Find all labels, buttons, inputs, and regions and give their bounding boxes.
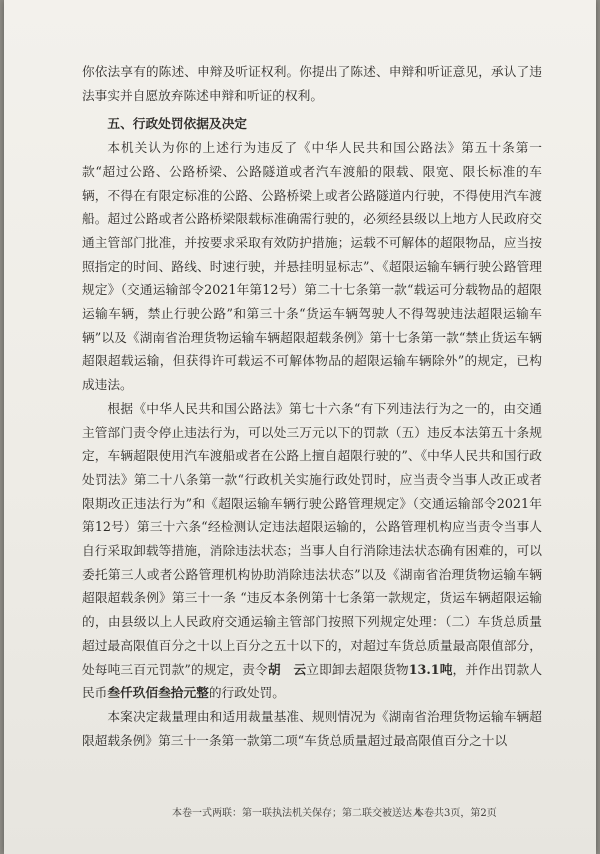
overload-weight: 13.1吨 [408,661,453,677]
paragraph-discretion: 本案决定裁量理由和适用裁量基准、规则情况为《湖南省治理货物运输车辆超限超载条例》第三十一条第一款第二项“车货总质量超过最高限值百分之十以 [82,708,542,748]
continuation-paragraph: 你依法享有的陈述、申辩及听证权利。你提出了陈述、申辩和听证意见，承认了违法事实并自愿放弃陈述申辩和听证的权利。 [82,64,542,103]
section-heading: 五、行政处罚依据及决定 [107,116,247,132]
penalty-text-unload: 立即卸去超限货物 [306,661,409,677]
document-body [82,60,542,752]
footer-copies-note: 本卷一式两联：第一联执法机关保存；第二联交被送达人 [172,808,422,819]
document-page [4,0,596,854]
paragraph-penalty-basis [82,397,542,705]
penalty-text-fine: ，并作出罚款人民币 [82,661,543,701]
penalty-basis-text: 根据《中华人民共和国公路法》第七十六条“有下列违法行为之一的，由交通主管部门责令停止违法行为，可以处三万元以下的罚款（五）违反本法第五十条规定，车辆超限使用汽车渡船或者在公路上擅自超限行驶的”、《中华人民共和国行政处罚法》第二十八条第一款“行政机关实施行政处罚时，应当责令当事人改正或者限期改正违法行为”和《超限运输车辆行驶公路管理规定》（交通运输部令2021年第12号）第三十六条“经检测认定违法超限运输的，公路管理机构应当责令当事人自行采取卸载等措施，消除违法状态；当事人自行消除违法状态确有困难的，可以委托第三人或者公路管理机构协助消除违法状态”以及《湖南省治理货物运输车辆超限超载条例》第三十一条 “违反本条例第十七条第一款规定，货运车辆超限运输的，由县级以上人民政府交通运输主管部门按照下列规定处理：（二）车货总质量超过最高限值百分之十以上百分之五十以下的，对超过车货总质量最高限值部分，处每吨三百元罚款”的规定，责令 [82,400,542,677]
footer-page-number: 本卷共3页，第2页 [414,808,497,819]
paragraph-legal-violation: 本机关认为你的上述行为违反了《中华人民共和国公路法》第五十条第一款“超过公路、公路桥梁、公路隧道或者汽车渡船的限载、限宽、限长标准的车辆，不得在有限定标准的公路、公路桥梁上或者公路隧道内行驶，不得使用汽车渡船。超过公路或者公路桥梁限载标准确需行驶的，必须经县级以上地方人民政府交通主管部门批准，并按要求采取有效防护措施；运载不可解体的超限物品，应当按照指定的时间、路线、时速行驶，并悬挂明显标志”、《超限运输车辆行驶公路管理规定》（交通运输部令2021年第12号）第二十七条第一款“载运可分载物品的超限运输车辆，禁止行驶公路”和第三十条“货运车辆驾驶人不得驾驶违法超限运输车辆”以及《湖南省治理货物运输车辆超限超载条例》第十七条第一款“禁止货运车辆超限超载运输，但获得许可载运不可解体物品的超限运输车辆除外”的规定，已构成违法。 [82,140,542,393]
fine-amount: 叁仟玖佰叁拾元整 [107,685,209,701]
penalty-text-end: 的行政处罚。 [208,685,285,701]
party-name: 胡 云 [267,661,307,677]
